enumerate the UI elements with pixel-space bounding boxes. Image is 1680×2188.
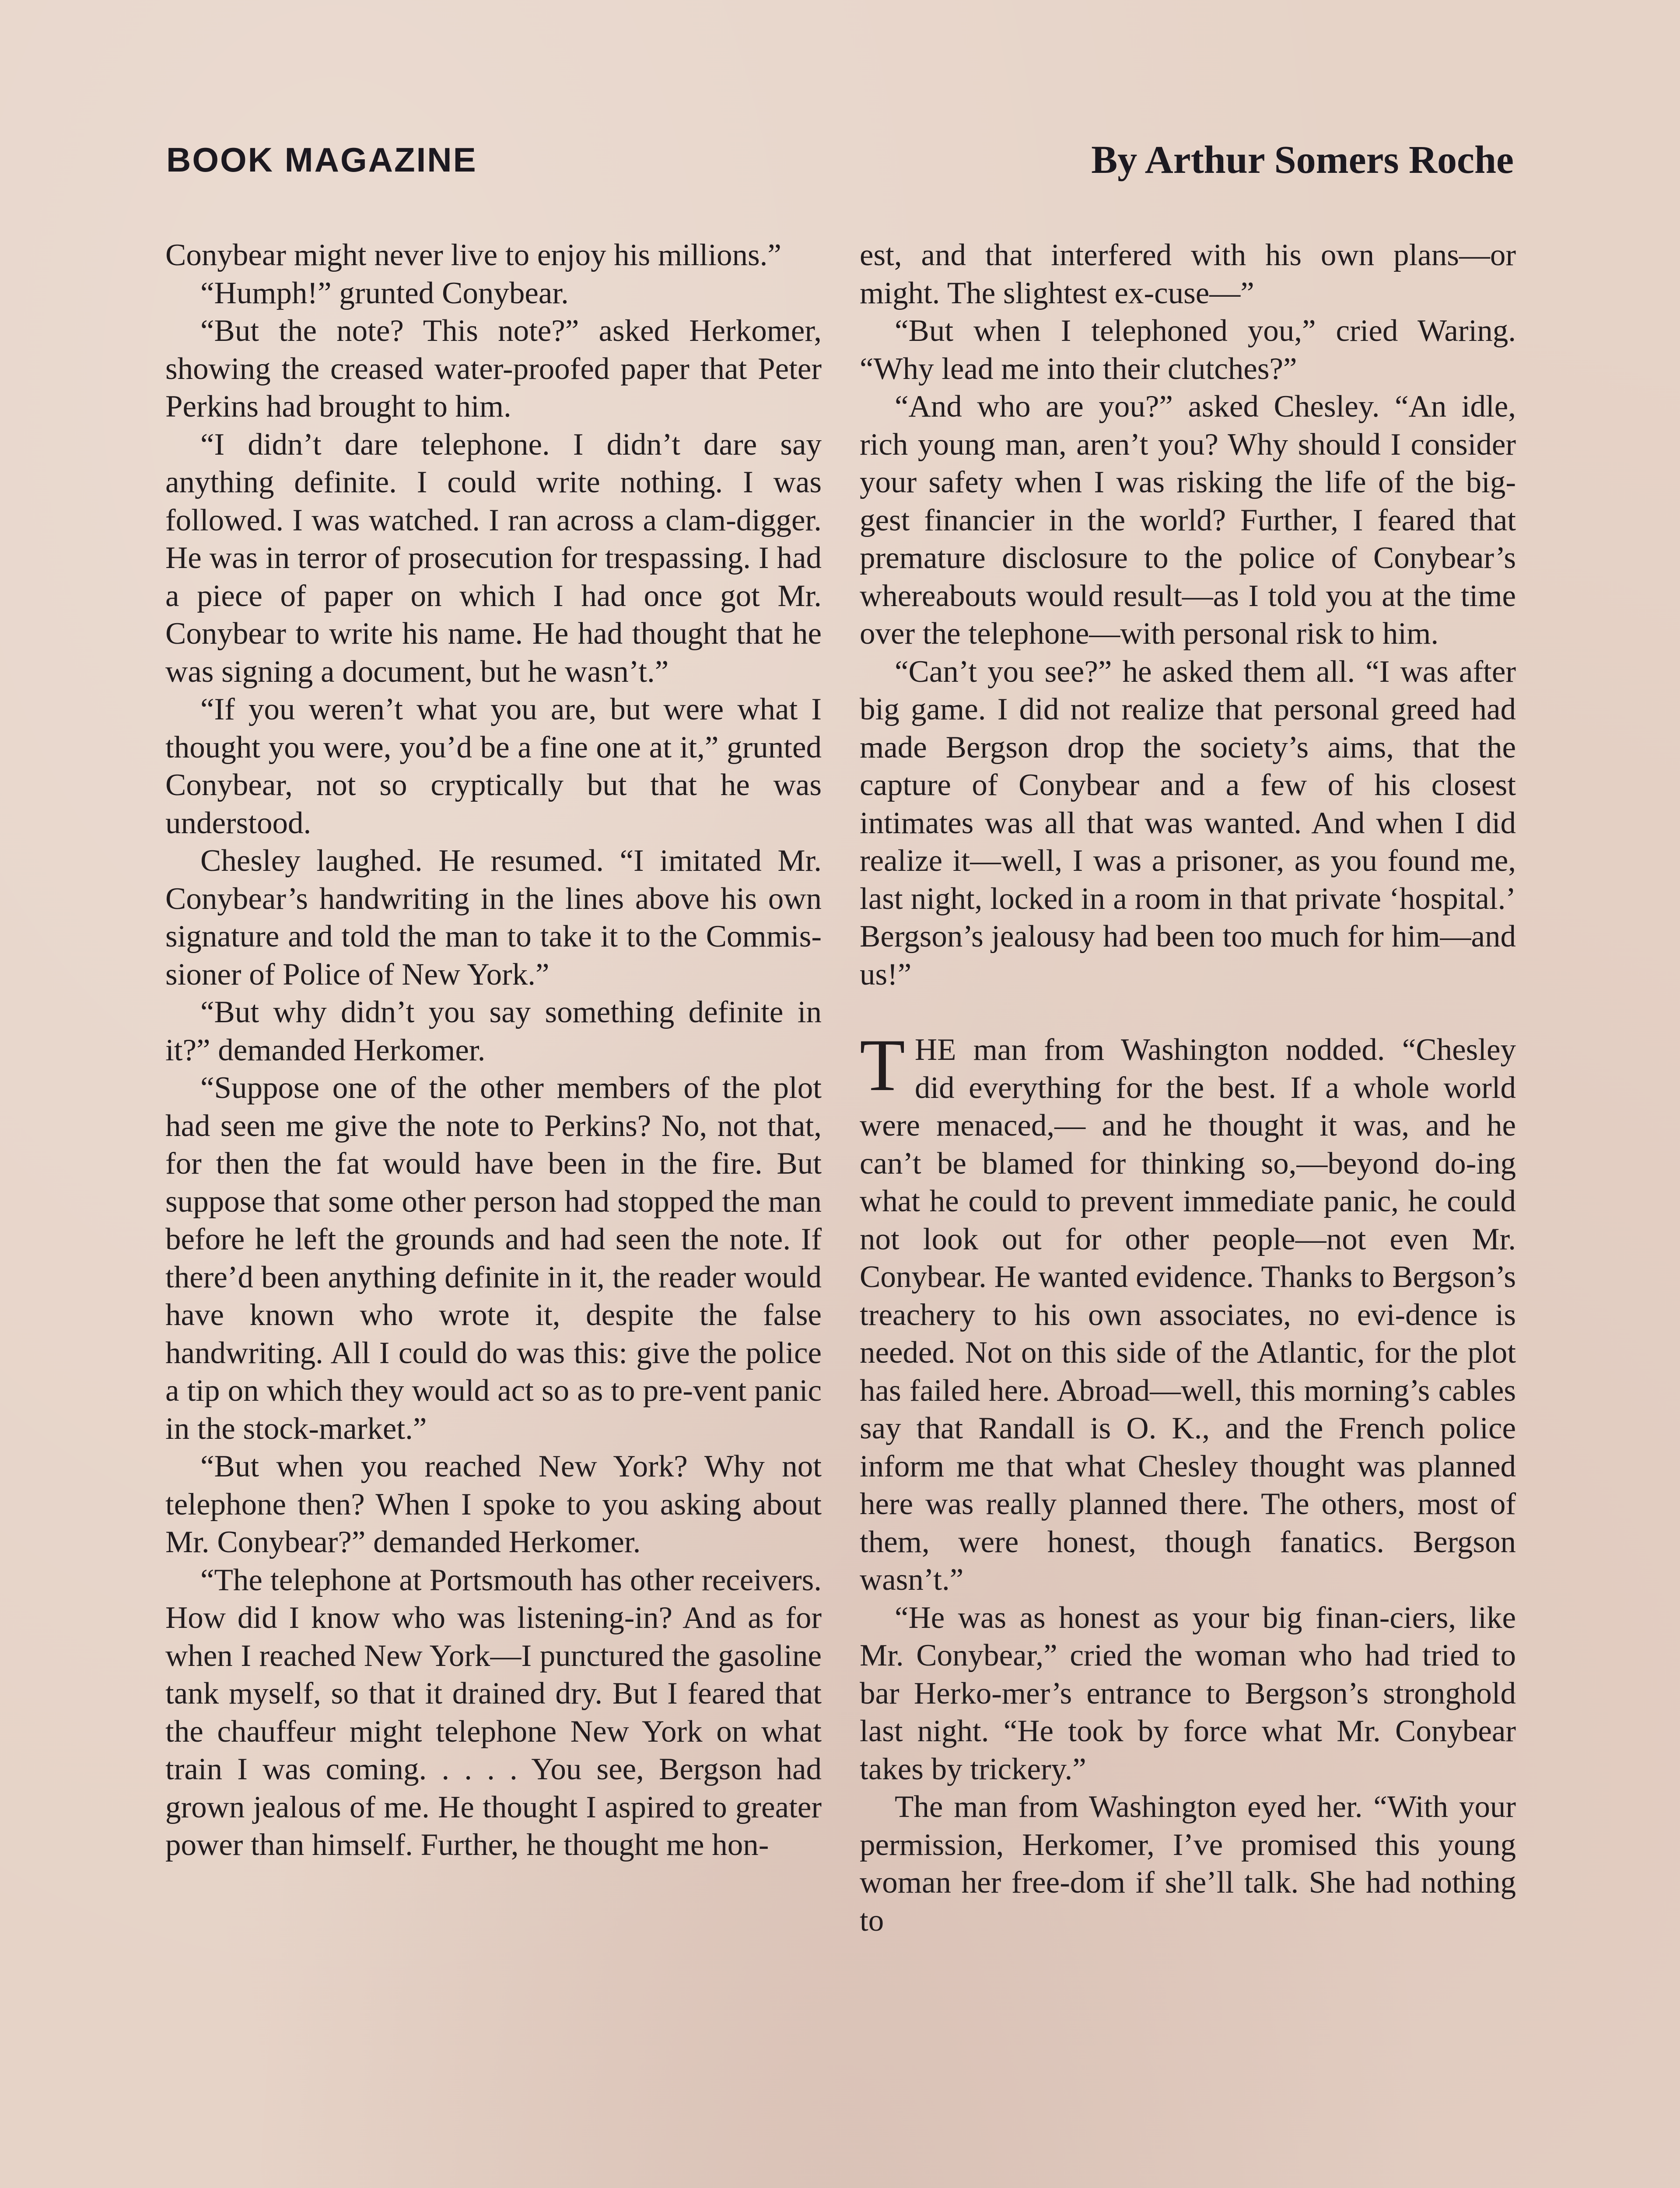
- text-column-right: [860, 236, 1516, 1939]
- paragraph: Conybear might never live to enjoy his millions.”: [165, 238, 781, 272]
- drop-cap: T: [860, 1024, 905, 1106]
- section-opening-text: HE man from Washington nodded. “Chesley did everything for the best. If a whole world were menaced,— and he thought it was, and he can’t be blamed for thinking so,—beyond do-ing what he could to prevent immediate panic, he could not look out for other people—not even Mr. Conybear. He wanted evidence. Thanks to Bergson’s treachery to his own associates, no evi-dence is needed. Not on this side of the Atlantic, for the plot has failed here. Abroad—well, this morning’s cables say that Randall is O. K., and the French police inform me that what Chesley thought was planned here was really planned there. The others, most of them, were honest, though fanatics. Bergson wasn’t.”: [860, 1033, 1516, 1597]
- paragraph: “He was as honest as your big finan-ciers, like Mr. Conybear,” cried the woman who had tried to bar Herko-mer’s entrance to Bergson’s stronghold last night. “He took by force what Mr. Conybear takes by trickery.”: [860, 1600, 1516, 1786]
- author-byline: By Arthur Somers Roche: [1091, 138, 1514, 182]
- publication-name: BOOK MAGAZINE: [166, 140, 477, 179]
- paragraph: “If you weren’t what you are, but were what I thought you were, you’d be a fine one at it,” grunted Conybear, not so cryptically but that he was understood.: [165, 692, 822, 840]
- paragraph: “But the note? This note?” asked Herkomer, showing the creased water-proofed paper that Peter Perkins had brought to him.: [165, 314, 822, 424]
- paragraph: “Humph!” grunted Conybear.: [200, 276, 569, 310]
- paragraph: “I didn’t dare telephone. I didn’t dare say anything definite. I could write nothing. I was followed. I was watched. I ran across a clam-digger. He was in terror of prosecution for trespassing. I had a piece of paper on which I had once got Mr. Conybear to write his name. He had thought that he was signing a document, but he wasn’t.”: [165, 427, 822, 689]
- paragraph: “But when you reached New York? Why not telephone then? When I spoke to you asking about Mr. Conybear?” demanded Herkomer.: [165, 1449, 822, 1559]
- section-opening-paragraph: [860, 1024, 1516, 1599]
- paragraph: Chesley laughed. He resumed. “I imitated Mr. Conybear’s handwriting in the lines above his own signature and told the man to take it to the Commis-sioner of Police of New York.”: [165, 844, 822, 992]
- paragraph: “But when I telephoned you,” cried Waring. “Why lead me into their clutches?”: [860, 314, 1516, 386]
- paragraph: The man from Washington eyed her. “With your permission, Herkomer, I’ve promised this young woman her free-dom if she’ll talk. She had nothing to: [860, 1790, 1516, 1938]
- paragraph: “Can’t you see?” he asked them all. “I was after big game. I did not realize that personal greed had made Bergson drop the society’s aims, that the capture of Conybear and a few of his closest intimates was all that was wanted. And when I did realize it—well, I was a prisoner, as you found me, last night, locked in a room in that private ‘hospital.’ Bergson’s jealousy had been too much for him—and us!”: [860, 654, 1516, 992]
- text-column-left: [165, 236, 822, 1864]
- paragraph: “And who are you?” asked Chesley. “An idle, rich young man, aren’t you? Why should I consider your safety when I was risking the life of the big-gest financier in the world? Further, I feared that premature disclosure to the police of Conybear’s whereabouts would result—as I told you at the time over the telephone—with personal risk to him.: [860, 389, 1516, 651]
- paragraph: “But why didn’t you say something definite in it?” demanded Herkomer.: [165, 995, 822, 1067]
- paragraph: “The telephone at Portsmouth has other receivers. How did I know who was listening-in? And as for when I reached New York—I punctured the gasoline tank myself, so that it drained dry. But I feared that the chauffeur might telephone New York on what train I was coming. . . . . You see, Bergson had grown jealous of me. He thought I aspired to greater power than himself. Further, he thought me hon-: [165, 1563, 822, 1862]
- running-header: [166, 140, 1514, 193]
- paragraph: “Suppose one of the other members of the plot had seen me give the note to Perkins? No, not that, for then the fat would have been in the fire. But suppose that some other person had stopped the man before he left the grounds and had seen the note. If there’d been anything definite in it, the reader would have known who wrote it, despite the false handwriting. All I could do was this: give the police a tip on which they would act so as to pre-vent panic in the stock-market.”: [165, 1071, 822, 1446]
- paragraph: est, and that interfered with his own plans—or might. The slightest ex-cuse—”: [860, 238, 1516, 310]
